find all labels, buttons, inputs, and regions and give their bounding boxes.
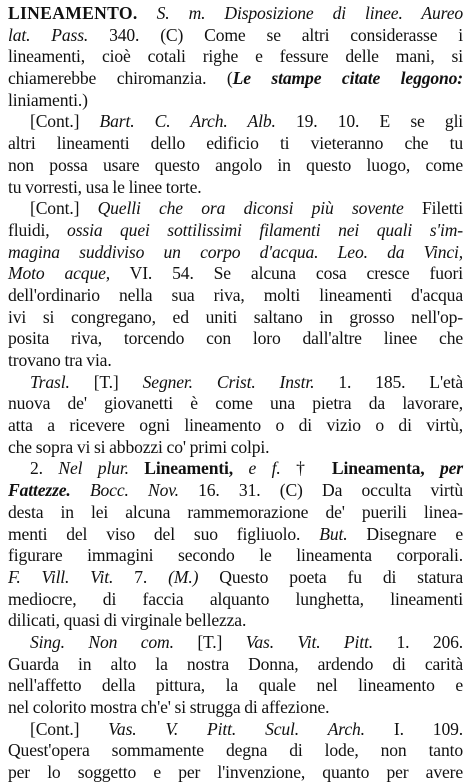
entry-line bbox=[8, 220, 463, 242]
quotation-text: liniamenti.) bbox=[8, 89, 88, 110]
entry-line bbox=[8, 393, 463, 415]
definition-term: fluidi, bbox=[8, 219, 50, 240]
grammar-label: e f. bbox=[248, 458, 281, 479]
quotation-text: mediocre, di faccia alquanto lunghetta, lineamenti bbox=[8, 588, 463, 609]
quotation-text: che sopra vi si abbozzi co' primi colpi. bbox=[8, 436, 270, 457]
definition: magina suddiviso un corpo d'acqua. Leo. da Vinci, bbox=[8, 241, 463, 262]
entry-line bbox=[8, 740, 463, 762]
citation-tag: (M.) bbox=[168, 566, 199, 587]
entry-line bbox=[8, 524, 463, 546]
citation-tag: (C) bbox=[279, 480, 303, 501]
entry-line bbox=[8, 372, 463, 394]
quotation-text: Guarda in alto la nostra Donna, ardendo di carità bbox=[8, 653, 463, 674]
subheadword: Lineamenti, bbox=[144, 458, 234, 479]
definition: Quelli che ora diconsi più sovente bbox=[97, 198, 404, 219]
quotation-text: non possa usare questo angolo in questo luogo, come bbox=[8, 154, 463, 175]
quotation-text: figurare immagini secondo le lineamenta corporali. bbox=[8, 545, 463, 566]
entry-line bbox=[8, 697, 463, 719]
entry-line bbox=[8, 263, 463, 285]
usage-label: Nel plur. bbox=[58, 458, 129, 479]
quotation-text: Quest'opera sommamente degna di lode, non tanto bbox=[8, 740, 463, 761]
entry-line bbox=[8, 437, 463, 459]
citation-ref: VI. 54. bbox=[129, 263, 194, 284]
citation-source: Vas. V. Pitt. Scul. Arch. bbox=[108, 718, 365, 739]
citation-source: lat. Pass. bbox=[8, 24, 89, 45]
citation-tag: [Cont.] bbox=[30, 718, 80, 739]
citation-source: But. bbox=[319, 523, 348, 544]
quotation-text: Questo poeta fu di statura bbox=[219, 566, 464, 587]
quotation-text: altri lineamenti dello edificio ti vieteranno che tu bbox=[8, 133, 463, 154]
entry-line bbox=[8, 242, 463, 264]
entry-line bbox=[8, 350, 463, 372]
entry-line bbox=[8, 545, 463, 567]
definition-term: Filetti bbox=[422, 198, 463, 219]
entry-line bbox=[8, 177, 463, 199]
citation-source: Vas. Vit. Pitt. bbox=[245, 631, 373, 652]
definition: per bbox=[440, 458, 464, 479]
quotation-text: nell'affetto della pittura, la quale nel lineamento e bbox=[8, 675, 463, 696]
entry-line bbox=[8, 111, 463, 133]
usage-label: Trasl. bbox=[30, 371, 70, 392]
citation-ref: 16. 31. bbox=[198, 480, 261, 501]
entry-line bbox=[8, 415, 463, 437]
quotation-text: per lo soggetto e per l'invenzione, quanto per avere bbox=[8, 762, 463, 783]
citation-ref: 19. 10. bbox=[295, 111, 360, 132]
definition: Fattezze. bbox=[8, 480, 71, 501]
citation-source: Bart. C. Arch. Alb. bbox=[99, 111, 276, 132]
citation-tag: [T.] bbox=[197, 631, 223, 652]
quotation-text: dilicati, quasi di virginale bellezza. bbox=[8, 610, 247, 631]
quotation-text: E se gli bbox=[379, 111, 464, 132]
entry-line bbox=[8, 762, 463, 784]
quotation-text: atta a ricevere ogni lineamento o di vizio o di virtù, bbox=[8, 415, 463, 436]
entry-line bbox=[8, 155, 463, 177]
entry-line bbox=[8, 133, 463, 155]
dagger-icon: † bbox=[296, 458, 317, 479]
citation-source: Bocc. Nov. bbox=[89, 480, 179, 501]
quotation-text: ivi si congregano, ed uniti saltano in grosso nell'op- bbox=[8, 306, 463, 327]
quotation-text: Come se altri considerasse i bbox=[204, 24, 464, 45]
quotation-text: posita riva, torcendo con loro dall'altre linee che bbox=[8, 328, 463, 349]
entry-line bbox=[8, 3, 463, 25]
citation-tag: [T.] bbox=[93, 371, 119, 392]
entry-line bbox=[8, 328, 463, 350]
grammar-label: S. m. bbox=[156, 3, 206, 23]
citation-tag: [Cont.] bbox=[30, 111, 80, 132]
entry-line bbox=[8, 458, 463, 480]
entry-line bbox=[8, 719, 463, 741]
entry-line bbox=[8, 675, 463, 697]
entry-line bbox=[8, 632, 463, 654]
entry-line bbox=[8, 567, 463, 589]
entry-lineamento bbox=[8, 3, 463, 784]
citation-source: Segner. Crist. Instr. bbox=[142, 371, 315, 392]
entry-line bbox=[8, 480, 463, 502]
editorial-note: Le stampe citate leggono: bbox=[232, 68, 463, 89]
entry-line bbox=[8, 654, 463, 676]
entry-line bbox=[8, 307, 463, 329]
entry-line bbox=[8, 589, 463, 611]
entry-line bbox=[8, 90, 463, 112]
definition: ossia quei sottilissimi filamenti nei quali s'im- bbox=[67, 219, 464, 240]
sense-number: 2. bbox=[30, 458, 43, 479]
entry-line bbox=[8, 502, 463, 524]
quotation-text: Se alcuna cosa cresce fuori bbox=[213, 263, 463, 284]
headword: LINEAMENTO. bbox=[8, 3, 138, 23]
quotation-text: lineamenti, cioè cotali righe e fessure delle mani, si bbox=[8, 46, 463, 67]
quotation-text: chiamerebbe chiromanzia. ( bbox=[8, 68, 233, 89]
quotation-text: Da occulta virtù bbox=[322, 480, 463, 501]
citation-ref: 1. 185. bbox=[338, 371, 406, 392]
citation-ref: I. 109. bbox=[393, 718, 463, 739]
entry-line bbox=[8, 610, 463, 632]
quotation-text: Disegnare e bbox=[366, 523, 463, 544]
citation-source: Moto acque, bbox=[8, 263, 111, 284]
entry-line bbox=[8, 198, 463, 220]
usage-label: Sing. Non com. bbox=[30, 631, 174, 652]
citation-ref: 7. bbox=[134, 566, 148, 587]
subheadword: Lineamenta, bbox=[331, 458, 425, 479]
entry-line bbox=[8, 25, 463, 47]
entry-line bbox=[8, 285, 463, 307]
citation-ref: 340. bbox=[109, 24, 140, 45]
quotation-text: trovano tra via. bbox=[8, 350, 112, 370]
quotation-text: nel colorito mostra ch'e' si strugga di affezione. bbox=[8, 697, 330, 717]
definition: Disposizione di linee. Aureo bbox=[224, 3, 464, 23]
citation-source: F. Vill. Vit. bbox=[8, 566, 114, 587]
citation-tag: [Cont.] bbox=[30, 198, 80, 219]
quotation-text: tu vorresti, usa le linee torte. bbox=[8, 176, 202, 197]
entry-line bbox=[8, 68, 463, 90]
citation-ref: 1. 206. bbox=[396, 631, 464, 652]
quotation-text: menti del viso del suo figliuolo. bbox=[8, 523, 301, 544]
quotation-text: desta in lei alcuna rammemorazione de' puerili linea- bbox=[8, 501, 463, 522]
quotation-text: L'età bbox=[429, 371, 464, 392]
quotation-text: nuova de' giovanetti è come una pietra da lavorare, bbox=[8, 393, 463, 414]
citation-tag: (C) bbox=[160, 24, 184, 45]
quotation-text: dell'ordinario nella sua riva, molti lineamenti d'acqua bbox=[8, 284, 463, 305]
entry-line bbox=[8, 46, 463, 68]
